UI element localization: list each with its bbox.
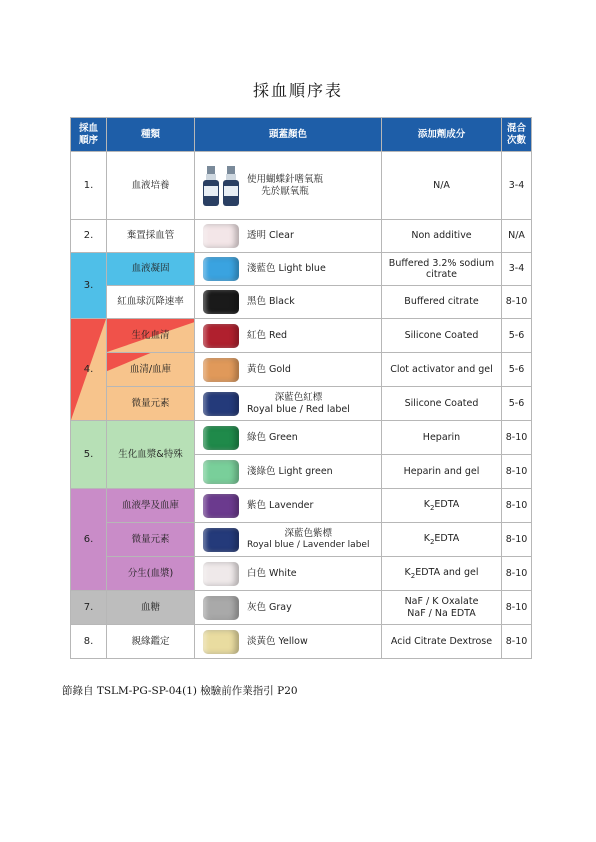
color-cell	[195, 523, 382, 557]
table-row	[71, 253, 532, 286]
color-cell	[195, 489, 382, 523]
category-cell: 微量元素	[107, 387, 195, 421]
royal-blue-tube-icon	[203, 392, 239, 416]
red-tube-icon	[203, 324, 239, 348]
table-row	[71, 421, 532, 455]
category-label: 血清/血庫	[129, 363, 172, 375]
light-blue-tube-icon	[203, 257, 239, 281]
seq-cell: 3.	[71, 253, 107, 319]
additive-cell: Acid Citrate Dextrose	[382, 625, 502, 659]
header-additive: 添加劑成分	[382, 118, 502, 152]
blood-culture-bottles-icon	[201, 166, 241, 206]
header-row	[71, 118, 532, 152]
table-row	[71, 319, 532, 353]
color-text: 綠色 Green	[247, 431, 298, 443]
gray-tube-icon	[203, 596, 239, 620]
gold-tube-icon	[203, 358, 239, 382]
header-color: 頭蓋顏色	[195, 118, 382, 152]
table-row	[71, 220, 532, 253]
category-cell: 分生(血漿)	[107, 557, 195, 591]
page-title: 採血順序表	[252, 81, 343, 100]
category-cell: 血糖	[107, 591, 195, 625]
category-cell: 微量元素	[107, 523, 195, 557]
additive-cell: Clot activator and gel	[382, 353, 502, 387]
color-cell	[195, 319, 382, 353]
category-cell: 親緣鑑定	[107, 625, 195, 659]
additive-cell: $K_2EDTA$ and gel	[382, 557, 502, 591]
seq-cell: 2.	[71, 220, 107, 253]
black-tube-icon	[203, 290, 239, 314]
color-text: 深藍色紫標	[284, 528, 332, 540]
seq-cell	[71, 319, 107, 421]
mix-cell: 5-6	[502, 319, 532, 353]
header-seq: 採血順序	[71, 118, 107, 152]
additive-cell: Silicone Coated	[382, 319, 502, 353]
mix-cell: 8-10	[502, 557, 532, 591]
additive-cell: Heparin	[382, 421, 502, 455]
seq-cell: 5.	[71, 421, 107, 489]
color-text: 透明 Clear	[247, 230, 294, 242]
color-text: Royal blue / Lavender label	[247, 539, 370, 550]
category-cell	[107, 319, 195, 353]
color-text: 使用蝴蝶針嗜氧瓶	[247, 174, 324, 186]
color-text: 淺綠色 Light green	[247, 465, 333, 477]
category-cell: 生化血漿&特殊	[107, 421, 195, 489]
additive-cell: NaF / K Oxalate NaF / Na EDTA	[382, 591, 502, 625]
additive-cell: Non additive	[382, 220, 502, 253]
blood-draw-order-table	[70, 117, 532, 659]
additive-cell: Silicone Coated	[382, 387, 502, 421]
seq-label: 4.	[83, 363, 94, 375]
category-cell: 棄置採血管	[107, 220, 195, 253]
color-cell	[195, 591, 382, 625]
color-text: 深藍色紅標	[274, 392, 323, 404]
lavender-tube-icon	[203, 494, 239, 518]
color-cell	[195, 353, 382, 387]
table-row	[71, 286, 532, 319]
mix-cell: 8-10	[502, 286, 532, 319]
additive-cell: $K_2EDTA$	[382, 489, 502, 523]
mix-cell: 5-6	[502, 353, 532, 387]
color-text: 灰色 Gray	[247, 601, 292, 613]
category-cell: 血液學及血庫	[107, 489, 195, 523]
header-category: 種類	[107, 118, 195, 152]
mix-cell: 8-10	[502, 455, 532, 489]
table-row	[71, 387, 532, 421]
seq-cell: 8.	[71, 625, 107, 659]
mix-cell: 8-10	[502, 421, 532, 455]
table-row	[71, 625, 532, 659]
additive-cell: N/A	[382, 152, 502, 220]
category-cell: 血液培養	[107, 152, 195, 220]
color-text: 先於厭氧瓶	[261, 185, 309, 197]
table-row	[71, 353, 532, 387]
color-cell	[195, 625, 382, 659]
table-row	[71, 523, 532, 557]
additive-cell: Buffered citrate	[382, 286, 502, 319]
color-cell	[195, 421, 382, 455]
mix-cell: 5-6	[502, 387, 532, 421]
color-cell	[195, 253, 382, 286]
mix-cell: 8-10	[502, 591, 532, 625]
color-text: 紫色 Lavender	[247, 499, 314, 511]
mix-cell: 8-10	[502, 523, 532, 557]
category-cell: 血液凝固	[107, 253, 195, 286]
white-tube-icon	[203, 562, 239, 586]
mix-cell: 3-4	[502, 253, 532, 286]
yellow-tube-icon	[203, 630, 239, 654]
category-cell	[107, 353, 195, 387]
table-row	[71, 557, 532, 591]
source-footnote: 節錄自 TSLM-PG-SP-04(1) 檢驗前作業指引 P20	[62, 685, 298, 697]
mix-cell: 8-10	[502, 489, 532, 523]
header-mix: 混合次數	[502, 118, 532, 152]
mix-cell: 3-4	[502, 152, 532, 220]
category-label: 生化血清	[131, 329, 170, 341]
color-cell	[195, 387, 382, 421]
color-text: 淡黃色 Yellow	[247, 635, 308, 647]
color-cell	[195, 286, 382, 319]
table-row	[71, 489, 532, 523]
additive-cell: Buffered 3.2% sodium citrate	[382, 253, 502, 286]
table-row	[71, 152, 532, 220]
color-text: Royal blue / Red label	[247, 403, 350, 415]
additive-cell: $K_2EDTA$	[382, 523, 502, 557]
mix-cell: N/A	[502, 220, 532, 253]
additive-cell: Heparin and gel	[382, 455, 502, 489]
royal-blue-tube-icon	[203, 528, 239, 552]
color-text: 黃色 Gold	[247, 363, 291, 375]
seq-cell: 7.	[71, 591, 107, 625]
light-green-tube-icon	[203, 460, 239, 484]
color-text: 白色 White	[247, 567, 297, 579]
seq-cell: 1.	[71, 152, 107, 220]
color-cell	[195, 557, 382, 591]
clear-tube-icon	[203, 224, 239, 248]
color-text: 黑色 Black	[247, 296, 295, 308]
color-text: 淺藍色 Light blue	[247, 263, 326, 275]
seq-cell: 6.	[71, 489, 107, 591]
color-text: 紅色 Red	[247, 329, 288, 341]
color-cell	[195, 455, 382, 489]
color-cell	[195, 220, 382, 253]
category-cell: 紅血球沉降速率	[107, 286, 195, 319]
green-tube-icon	[203, 426, 239, 450]
table-row	[71, 591, 532, 625]
mix-cell: 8-10	[502, 625, 532, 659]
color-cell	[195, 152, 382, 220]
